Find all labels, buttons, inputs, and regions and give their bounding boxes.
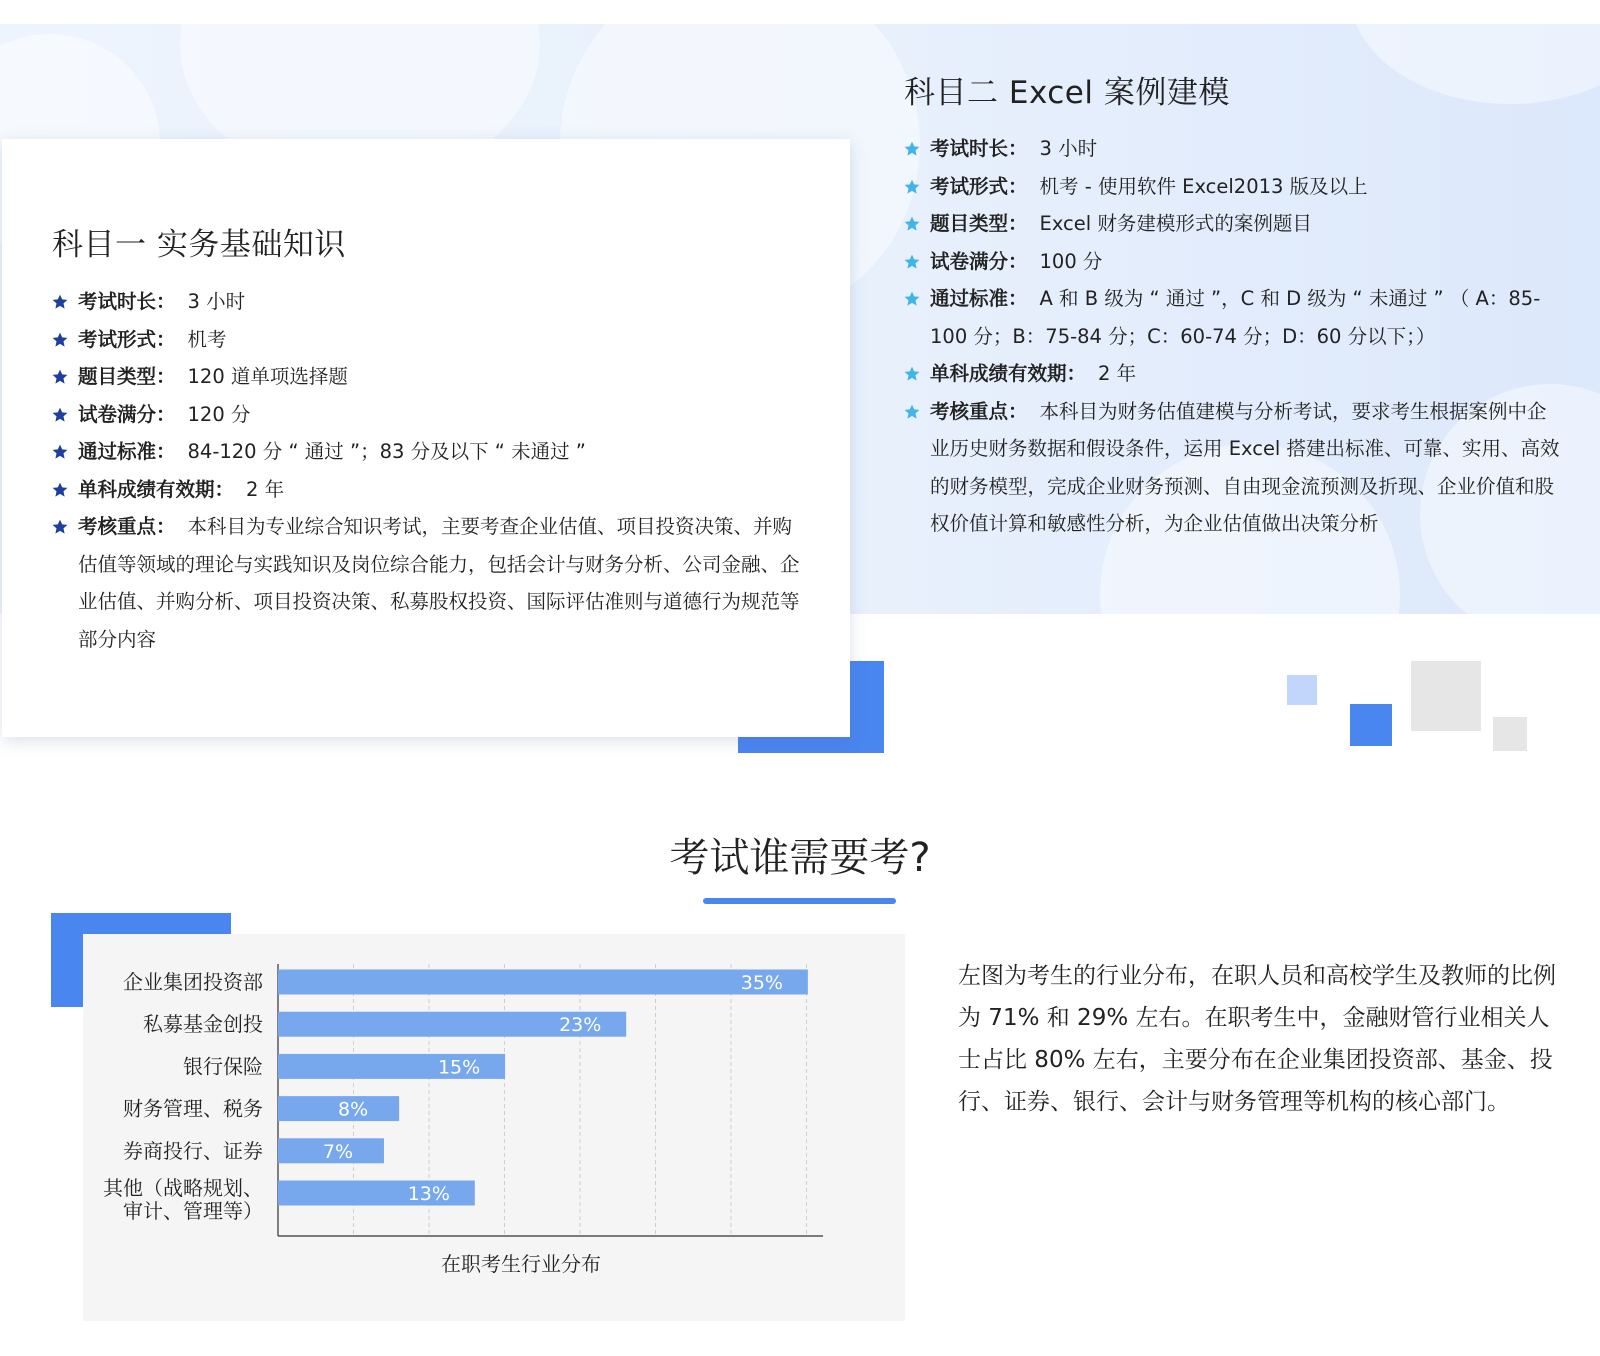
category-label: 审计、管理等） [123,1199,263,1223]
star-icon [904,141,920,157]
category-label: 其他（战略规划、 [103,1176,263,1200]
category-label: 券商投行、证券 [123,1138,263,1163]
info-item [904,130,1564,168]
info-label: 通过标准： [930,287,1028,310]
info-item [52,283,809,321]
light-blue-square [1287,675,1317,705]
info-label: 通过标准： [78,440,176,463]
section-title-underline [703,898,896,904]
star-icon [52,444,68,460]
info-item [52,396,809,434]
decor-bubble [1350,24,1600,104]
category-label: 企业集团投资部 [123,970,263,994]
star-icon [52,369,68,385]
info-item [904,280,1564,355]
subject2-info-list [904,130,1564,543]
industry-distribution-chart [83,934,905,1321]
subject1-info-list [52,283,809,658]
bar-value-label: 35% [740,972,783,994]
info-value: 机考 [187,327,227,351]
star-icon [904,291,920,307]
description-text: 左图为考生的行业分布，在职人员和高校学生及教师的比例为 71% 和 29% 左右。在职考生中，金融财管行业相关人士占比 80% 左右，主要分布在企业集团投资部、基金、投行、证券、银行、会计与财务管理等机构的核心部门。 [958,963,1556,1115]
info-value: 2 年 [1098,362,1137,385]
bar-value-label: 13% [407,1183,450,1205]
subject2-title: 科目二 Excel 案例建模 [904,75,1230,111]
star-icon [904,254,920,270]
x-axis-title: 在职考生行业分布 [441,1252,601,1276]
star-icon [904,216,920,232]
info-value: Excel 财务建模形式的案例题目 [1039,212,1312,235]
info-value: 120 道单项选择题 [187,365,348,388]
info-label: 试卷满分： [78,402,176,426]
info-item [52,358,809,396]
star-icon [52,519,68,535]
info-value: 本科目为专业综合知识考试，主要考查企业估值、项目投资决策、并购估值等领域的理论与实践知识及岗位综合能力，包括会计与财务分析、公司金融、企业估值、并购分析、项目投资决策、私募股权投资、国际评估准则与道德行为规范等部分内容 [78,515,800,651]
info-label: 考核重点： [78,515,176,538]
info-item [904,243,1564,281]
info-item [52,471,809,509]
info-value: 120 分 [187,402,251,426]
chart-panel [83,934,905,1321]
star-icon [904,366,920,382]
info-item [904,205,1564,243]
info-label: 单科成绩有效期： [78,477,235,501]
info-label: 考试形式： [78,327,176,351]
bar-value-label: 8% [338,1098,369,1121]
category-label: 私募基金创投 [143,1012,263,1037]
star-icon [52,294,68,310]
info-item [52,433,809,471]
info-item [904,168,1564,206]
star-icon [52,482,68,498]
blue-square [1350,704,1392,746]
star-icon [52,332,68,348]
info-value: 2 年 [246,477,285,501]
info-value: 机考 - 使用软件 Excel2013 版及以上 [1039,174,1368,198]
info-value: 100 分 [1039,249,1103,273]
info-label: 题目类型： [930,212,1028,235]
info-label: 考试时长： [78,290,176,313]
info-label: 单科成绩有效期： [930,362,1087,385]
info-label: 试卷满分： [930,249,1028,273]
info-item [904,355,1564,393]
info-item [52,321,809,359]
category-label: 财务管理、税务 [123,1096,263,1121]
bar-value-label: 7% [322,1140,354,1163]
section-title: 考试谁需要考? [669,835,931,881]
bar-value-label: 23% [559,1014,602,1037]
info-value: 3 小时 [1039,137,1098,160]
category-label: 银行保险 [183,1054,263,1079]
info-label: 考试形式： [930,174,1028,198]
bar [278,970,808,995]
info-value: 84-120 分 “ 通过 ”；83 分及以下 “ 未通过 ” [187,440,586,463]
star-icon [904,179,920,195]
star-icon [904,404,920,420]
subject1-title: 科目一 实务基础知识 [52,227,346,263]
info-value: A 和 B 级为 “ 通过 ”，C 和 D 级为 “ 未通过 ” （ A：85-100 分；B：75-84 分；C：60-74 分；D：60 分以下；） [930,287,1541,348]
info-item [904,393,1564,543]
info-label: 考试时长： [930,137,1028,160]
info-value: 本科目为财务估值建模与分析考试，要求考生根据案例中企业历史财务数据和假设条件，运用 Excel 搭建出标准、可靠、实用、高效的财务模型，完成企业财务预测、自由现金流预测及折现、企业价值和股权价值计算和敏感性分析，为企业估值做出决策分析 [930,399,1560,535]
info-item [52,508,809,658]
info-label: 题目类型： [78,365,176,388]
gray-square-large [1411,661,1481,731]
info-value: 3 小时 [187,290,246,313]
star-icon [52,407,68,423]
bar-value-label: 15% [437,1056,481,1079]
info-label: 考核重点： [930,399,1028,423]
gray-square-small [1493,717,1527,751]
